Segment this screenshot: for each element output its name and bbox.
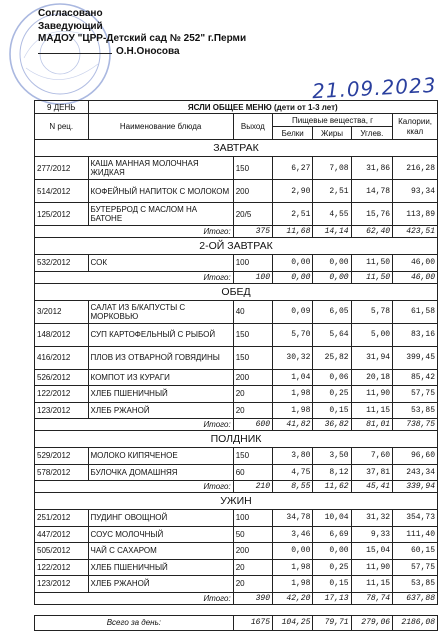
recipe-number: 148/2012: [35, 323, 89, 346]
recipe-number: 416/2012: [35, 346, 89, 369]
grand-total-output: 1675: [233, 615, 272, 630]
approval-line-3: МАДОУ "ЦРР-Детский сад № 252" г.Перми: [38, 33, 247, 44]
total-proteins: 8,55: [273, 481, 313, 493]
proteins-value: 2,90: [273, 180, 313, 203]
output-weight: 100: [233, 510, 272, 527]
calories-value: 46,00: [393, 255, 438, 272]
dish-name: ХЛЕБ РЖАНОЙ: [88, 576, 233, 593]
total-carbs: 11,50: [351, 271, 392, 283]
recipe-number: 514/2012: [35, 180, 89, 203]
fats-value: 6,69: [313, 526, 351, 543]
grand-total-proteins: 104,25: [273, 615, 313, 630]
output-weight: 200: [233, 543, 272, 560]
total-fats: 17,13: [313, 592, 351, 604]
col-nutrients: Пищевые вещества, г: [273, 114, 393, 127]
total-carbs: 45,41: [351, 481, 392, 493]
total-fats: 0,00: [313, 271, 351, 283]
table-row: [35, 180, 438, 203]
total-fats: 14,14: [313, 226, 351, 238]
proteins-value: 1,98: [273, 386, 313, 403]
col-recipe: N рец.: [35, 114, 89, 140]
carbs-value: 11,15: [351, 576, 392, 593]
total-carbs: 78,74: [351, 592, 392, 604]
day-label: 9 ДЕНЬ: [35, 101, 89, 114]
section-total-row: [35, 271, 438, 283]
fats-value: 6,05: [313, 300, 351, 323]
carbs-value: 11,90: [351, 386, 392, 403]
dish-name: ХЛЕБ ПШЕНИЧНЫЙ: [88, 386, 233, 403]
output-weight: 150: [233, 448, 272, 465]
proteins-value: 3,46: [273, 526, 313, 543]
calories-value: 85,42: [393, 369, 438, 386]
dish-name: МОЛОКО КИПЯЧЕНОЕ: [88, 448, 233, 465]
section-header: [35, 140, 438, 157]
dish-name: БУЛОЧКА ДОМАШНЯЯ: [88, 464, 233, 481]
total-calories: 637,88: [393, 592, 438, 604]
section-header: [35, 431, 438, 448]
grand-total-carbs: 279,06: [351, 615, 392, 630]
output-weight: 150: [233, 346, 272, 369]
recipe-number: 125/2012: [35, 203, 89, 226]
calories-value: 57,75: [393, 386, 438, 403]
table-row: [35, 510, 438, 527]
dish-name: ХЛЕБ РЖАНОЙ: [88, 402, 233, 419]
col-calories: Калории, ккал: [393, 114, 438, 140]
table-row: [35, 576, 438, 593]
table-row: [35, 543, 438, 560]
section-total-row: [35, 226, 438, 238]
total-calories: 339,94: [393, 481, 438, 493]
fats-value: 4,55: [313, 203, 351, 226]
grand-total-calories: 2186,08: [393, 615, 438, 630]
calories-value: 354,73: [393, 510, 438, 527]
output-weight: 50: [233, 526, 272, 543]
approval-signature-line: [38, 46, 246, 59]
proteins-value: 1,98: [273, 576, 313, 593]
dish-name: КАША МАННАЯ МОЛОЧНАЯ ЖИДКАЯ: [88, 157, 233, 180]
table-row: [35, 346, 438, 369]
section-total-row: [35, 592, 438, 604]
total-output: 390: [233, 592, 272, 604]
proteins-value: 6,27: [273, 157, 313, 180]
total-output: 100: [233, 271, 272, 283]
carbs-value: 5,00: [351, 323, 392, 346]
recipe-number: 447/2012: [35, 526, 89, 543]
col-output: Выход: [233, 114, 272, 140]
total-fats: 11,62: [313, 481, 351, 493]
output-weight: 20: [233, 559, 272, 576]
fats-value: 5,64: [313, 323, 351, 346]
dish-name: СУП КАРТОФЕЛЬНЫЙ С РЫБОЙ: [88, 323, 233, 346]
proteins-value: 0,09: [273, 300, 313, 323]
proteins-value: 5,70: [273, 323, 313, 346]
grand-total-row: [35, 615, 438, 630]
calories-value: 61,58: [393, 300, 438, 323]
output-weight: 60: [233, 464, 272, 481]
total-label: Итого:: [35, 271, 234, 283]
fats-value: 10,04: [313, 510, 351, 527]
total-output: 375: [233, 226, 272, 238]
total-calories: 738,75: [393, 419, 438, 431]
total-output: 600: [233, 419, 272, 431]
table-row: [35, 448, 438, 465]
proteins-value: 2,51: [273, 203, 313, 226]
spacer-cell: [35, 604, 438, 615]
recipe-number: 123/2012: [35, 402, 89, 419]
fats-value: 25,82: [313, 346, 351, 369]
table-row: [35, 402, 438, 419]
table-row: [35, 203, 438, 226]
proteins-value: 30,32: [273, 346, 313, 369]
carbs-value: 11,15: [351, 402, 392, 419]
total-label: Итого:: [35, 481, 234, 493]
dish-name: СОУС МОЛОЧНЫЙ: [88, 526, 233, 543]
section-header: [35, 238, 438, 255]
carbs-value: 37,81: [351, 464, 392, 481]
output-weight: 40: [233, 300, 272, 323]
recipe-number: 122/2012: [35, 386, 89, 403]
menu-title: ЯСЛИ ОБЩЕЕ МЕНЮ (дети от 1-3 лет): [88, 101, 438, 114]
carbs-value: 11,90: [351, 559, 392, 576]
carbs-value: 31,86: [351, 157, 392, 180]
table-row: [35, 157, 438, 180]
dish-name: САЛАТ ИЗ Б/КАПУСТЫ С МОРКОВЬЮ: [88, 300, 233, 323]
carbs-value: 5,78: [351, 300, 392, 323]
dish-name: СОК: [88, 255, 233, 272]
carbs-value: 15,76: [351, 203, 392, 226]
dish-name: БУТЕРБРОД С МАСЛОМ НА БАТОНЕ: [88, 203, 233, 226]
spacer-row: [35, 604, 438, 615]
dish-name: ЧАЙ С САХАРОМ: [88, 543, 233, 560]
recipe-number: 251/2012: [35, 510, 89, 527]
carbs-value: 14,78: [351, 180, 392, 203]
calories-value: 60,15: [393, 543, 438, 560]
calories-value: 216,28: [393, 157, 438, 180]
section-total-row: [35, 481, 438, 493]
col-carbs: Углев.: [351, 127, 392, 140]
calories-value: 83,16: [393, 323, 438, 346]
approval-line-4: О.Н.Оносова: [116, 45, 180, 57]
carbs-value: 9,33: [351, 526, 392, 543]
section-header: [35, 283, 438, 300]
output-weight: 150: [233, 157, 272, 180]
fats-value: 2,51: [313, 180, 351, 203]
dish-name: КОФЕЙНЫЙ НАПИТОК С МОЛОКОМ: [88, 180, 233, 203]
proteins-value: 4,75: [273, 464, 313, 481]
fats-value: 0,00: [313, 543, 351, 560]
fats-value: 8,12: [313, 464, 351, 481]
output-weight: 20/5: [233, 203, 272, 226]
proteins-value: 0,00: [273, 255, 313, 272]
total-proteins: 42,20: [273, 592, 313, 604]
grand-total-fats: 79,71: [313, 615, 351, 630]
recipe-number: 578/2012: [35, 464, 89, 481]
carbs-value: 15,04: [351, 543, 392, 560]
table-row: [35, 255, 438, 272]
table-row: [35, 369, 438, 386]
output-weight: 200: [233, 180, 272, 203]
calories-value: 243,34: [393, 464, 438, 481]
calories-value: 111,40: [393, 526, 438, 543]
calories-value: 93,34: [393, 180, 438, 203]
dish-name: ХЛЕБ ПШЕНИЧНЫЙ: [88, 559, 233, 576]
total-calories: 46,00: [393, 271, 438, 283]
total-carbs: 81,01: [351, 419, 392, 431]
menu-table: [34, 100, 438, 631]
section-total-row: [35, 419, 438, 431]
fats-value: 0,25: [313, 559, 351, 576]
col-fats: Жиры: [313, 127, 351, 140]
section-title: УЖИН: [35, 493, 438, 510]
table-row: [35, 300, 438, 323]
fats-value: 0,15: [313, 402, 351, 419]
output-weight: 100: [233, 255, 272, 272]
approval-line-1: Согласовано: [38, 8, 103, 19]
fats-value: 7,08: [313, 157, 351, 180]
table-row: [35, 526, 438, 543]
proteins-value: 1,98: [273, 402, 313, 419]
table-row: [35, 386, 438, 403]
calories-value: 57,75: [393, 559, 438, 576]
section-title: ЗАВТРАК: [35, 140, 438, 157]
table-row: [35, 559, 438, 576]
handwritten-date: 21.09.2023: [311, 72, 438, 104]
output-weight: 20: [233, 386, 272, 403]
total-carbs: 62,40: [351, 226, 392, 238]
total-label: Итого:: [35, 419, 234, 431]
carbs-value: 20,18: [351, 369, 392, 386]
calories-value: 96,60: [393, 448, 438, 465]
dish-name: ПУДИНГ ОВОЩНОЙ: [88, 510, 233, 527]
proteins-value: 0,00: [273, 543, 313, 560]
recipe-number: 277/2012: [35, 157, 89, 180]
output-weight: 20: [233, 402, 272, 419]
total-proteins: 11,68: [273, 226, 313, 238]
recipe-number: 3/2012: [35, 300, 89, 323]
carbs-value: 31,32: [351, 510, 392, 527]
proteins-value: 1,04: [273, 369, 313, 386]
total-proteins: 41,82: [273, 419, 313, 431]
total-fats: 36,82: [313, 419, 351, 431]
recipe-number: 526/2012: [35, 369, 89, 386]
fats-value: 0,15: [313, 576, 351, 593]
output-weight: 20: [233, 576, 272, 593]
total-proteins: 0,00: [273, 271, 313, 283]
recipe-number: 123/2012: [35, 576, 89, 593]
total-calories: 423,51: [393, 226, 438, 238]
col-dish-name: Наименование блюда: [88, 114, 233, 140]
recipe-number: 505/2012: [35, 543, 89, 560]
section-title: ОБЕД: [35, 283, 438, 300]
col-proteins: Белки: [273, 127, 313, 140]
approval-block: [38, 8, 246, 58]
fats-value: 3,50: [313, 448, 351, 465]
dish-name: ПЛОВ ИЗ ОТВАРНОЙ ГОВЯДИНЫ: [88, 346, 233, 369]
output-weight: 150: [233, 323, 272, 346]
carbs-value: 31,94: [351, 346, 392, 369]
table-row: [35, 323, 438, 346]
carbs-value: 7,60: [351, 448, 392, 465]
table-row: [35, 464, 438, 481]
total-output: 210: [233, 481, 272, 493]
fats-value: 0,00: [313, 255, 351, 272]
recipe-number: 529/2012: [35, 448, 89, 465]
fats-value: 0,06: [313, 369, 351, 386]
carbs-value: 11,50: [351, 255, 392, 272]
calories-value: 399,45: [393, 346, 438, 369]
output-weight: 200: [233, 369, 272, 386]
calories-value: 113,89: [393, 203, 438, 226]
grand-total-label: Всего за день:: [35, 615, 234, 630]
total-label: Итого:: [35, 592, 234, 604]
section-title: ПОЛДНИК: [35, 431, 438, 448]
section-header: [35, 493, 438, 510]
dish-name: КОМПОТ ИЗ КУРАГИ: [88, 369, 233, 386]
calories-value: 53,85: [393, 576, 438, 593]
calories-value: 53,85: [393, 402, 438, 419]
fats-value: 0,25: [313, 386, 351, 403]
recipe-number: 532/2012: [35, 255, 89, 272]
section-title: 2-ОЙ ЗАВТРАК: [35, 238, 438, 255]
approval-line-2: Заведующий: [38, 20, 103, 32]
proteins-value: 34,78: [273, 510, 313, 527]
total-label: Итого:: [35, 226, 234, 238]
recipe-number: 122/2012: [35, 559, 89, 576]
proteins-value: 3,80: [273, 448, 313, 465]
proteins-value: 1,98: [273, 559, 313, 576]
menu-body: [35, 140, 438, 631]
